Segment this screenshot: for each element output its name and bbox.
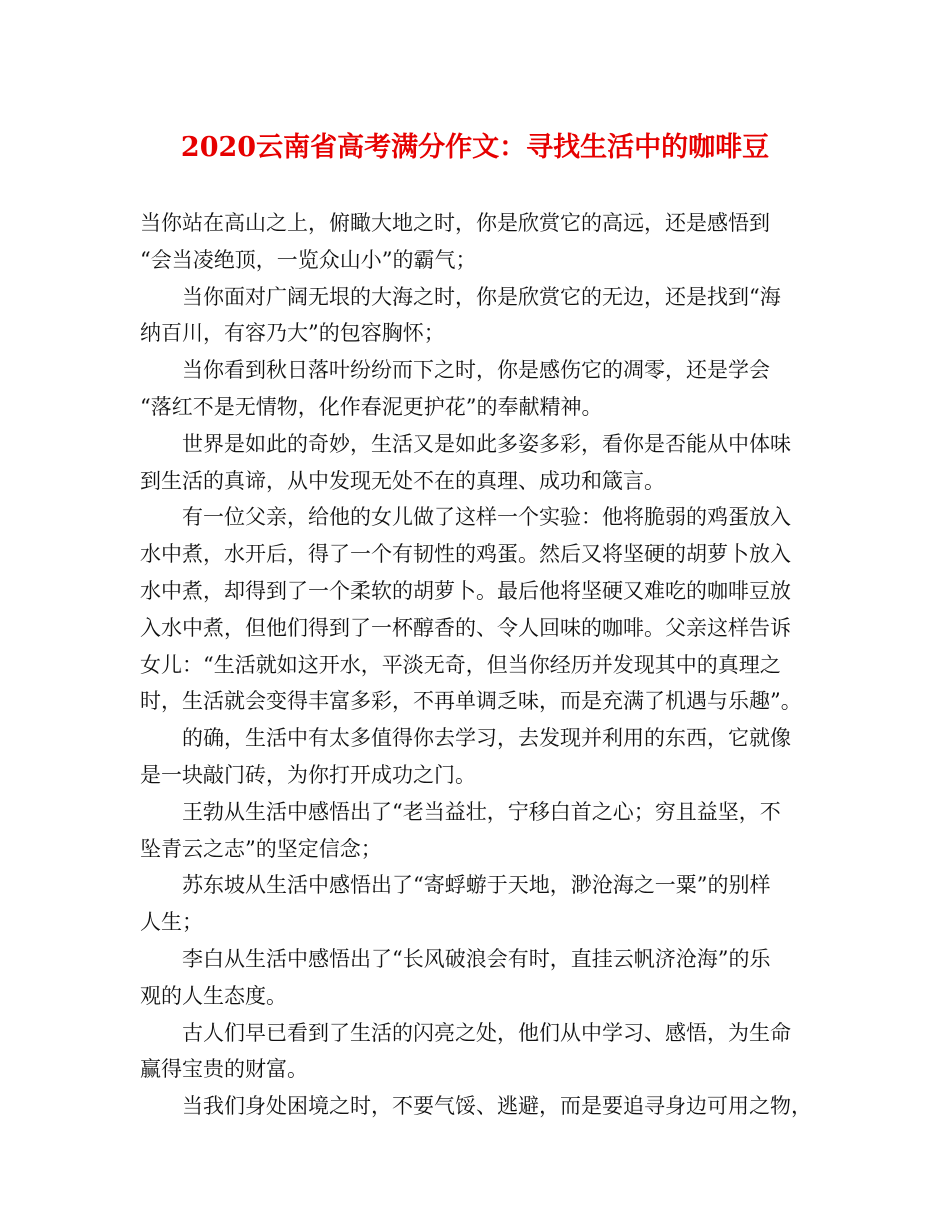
text-line: 当你站在高山之上，俯瞰大地之时，你是欣赏它的高远，还是感悟到	[140, 211, 770, 235]
text-line: 水中煮，却得到了一个柔软的胡萝卜。最后他将坚硬又难吃的咖啡豆放	[140, 578, 791, 603]
text-line: 世界是如此的奇妙，生活又是如此多姿多彩，看你是否能从中体味	[182, 431, 791, 456]
document-title: 2020云南省高考满分作文：寻找生活中的咖啡豆	[180, 132, 770, 163]
text-line: 水中煮，水开后，得了一个有韧性的鸡蛋。然后又将坚硬的胡萝卜放入	[140, 542, 791, 567]
text-line: 苏东坡从生活中感悟出了“寄蜉蝣于天地，渺沧海之一粟”的别样	[182, 873, 771, 898]
text-line: “落红不是无情物，化作春泥更护花”的奉献精神。	[140, 394, 603, 419]
text-line: 人生；	[140, 910, 203, 935]
text-line: 古人们早已看到了生活的闪亮之处，他们从中学习、感悟，为生命	[182, 1020, 791, 1045]
text-line: 有一位父亲，给他的女儿做了这样一个实验：他将脆弱的鸡蛋放入	[182, 505, 791, 530]
text-line: 李白从生活中感悟出了“长风破浪会有时，直挂云帆济沧海”的乐	[182, 946, 771, 971]
text-line: 时，生活就会变得丰富多彩，不再单调乏味，而是充满了机遇与乐趣”。	[140, 689, 802, 714]
text-line: 纳百川，有容乃大”的包容胸怀；	[140, 321, 445, 346]
text-line: 当你看到秋日落叶纷纷而下之时，你是感伤它的凋零，还是学会	[182, 358, 770, 383]
text-line: 当你面对广阔无垠的大海之时，你是欣赏它的无边，还是找到“海	[182, 284, 781, 309]
text-line: 是一块敲门砖，为你打开成功之门。	[140, 762, 476, 787]
text-line: 当我们身处困境之时，不要气馁、逃避，而是要追寻身边可用之物，	[182, 1094, 812, 1119]
text-line: 到生活的真谛，从中发现无处不在的真理、成功和箴言。	[140, 468, 665, 493]
document-body	[140, 205, 840, 1125]
text-line: 入水中煮，但他们得到了一杯醇香的、令人回味的咖啡。父亲这样告诉	[140, 615, 791, 640]
text-line: 王勃从生活中感悟出了“老当益壮，宁移白首之心；穷且益坚，不	[182, 799, 781, 824]
text-line: 赢得宝贵的财富。	[140, 1057, 308, 1082]
text-line: “会当凌绝顶，一览众山小”的霸气；	[140, 247, 477, 272]
text-line: 观的人生态度。	[140, 983, 287, 1008]
text-line: 女儿：“生活就如这开水，平淡无奇，但当你经历并发现其中的真理之	[140, 652, 781, 677]
text-line: 坠青云之志”的坚定信念；	[140, 836, 382, 861]
text-line: 的确，生活中有太多值得你去学习，去发现并利用的东西，它就像	[182, 726, 791, 751]
